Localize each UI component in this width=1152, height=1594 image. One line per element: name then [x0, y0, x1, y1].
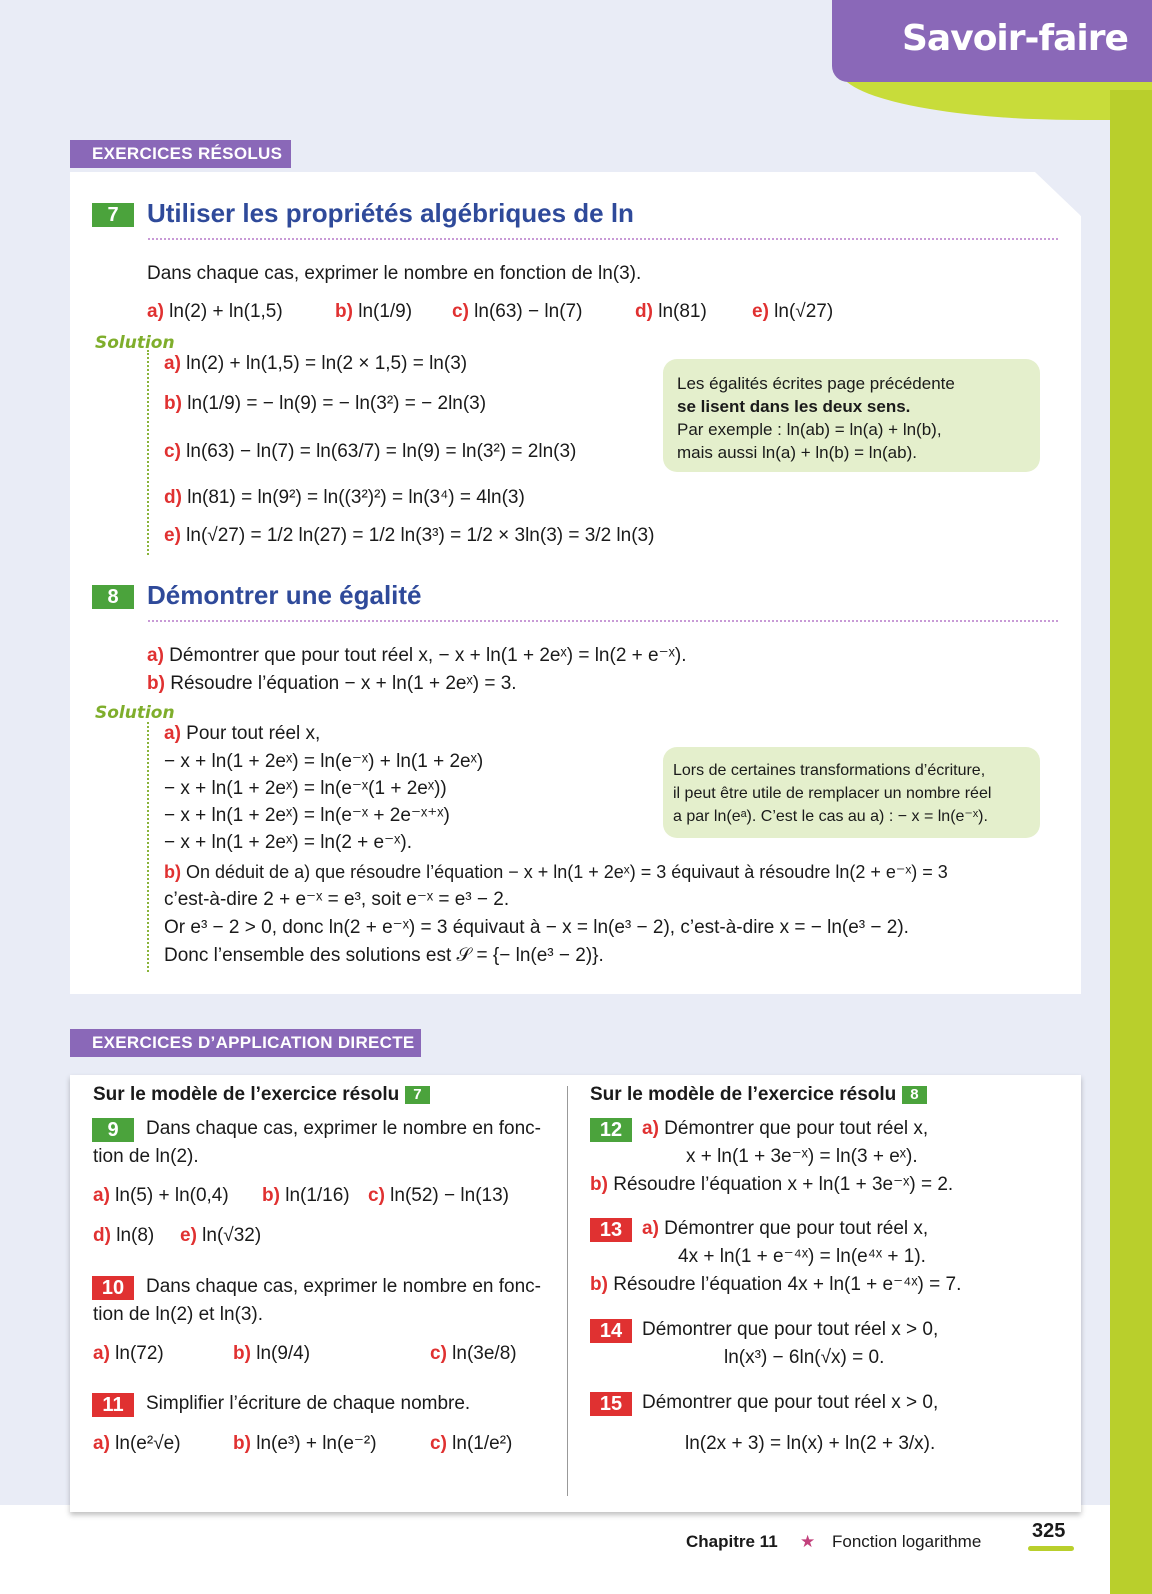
item-letter: a) [147, 645, 164, 666]
ex7-title: Utiliser les propriétés algébriques de ln [147, 198, 634, 228]
item-letter: a) [147, 301, 164, 322]
ex12-a: a) Démontrer que pour tout réel x, [642, 1118, 929, 1139]
ex8-prompt-a: a) Démontrer que pour tout réel x, − x + ln(1 + 2eˣ) = ln(2 + e⁻ˣ). [147, 645, 687, 666]
ex11-item-c: c) ln(1/e²) [430, 1433, 513, 1454]
ex7-note-line1: Les égalités écrites page précédente [677, 374, 955, 393]
ex15-a: Démontrer que pour tout réel x > 0, [642, 1392, 939, 1413]
ex7-solution-bracket [147, 350, 159, 555]
ex15-eq: ln(2x + 3) = ln(x) + ln(2 + 3/x). [685, 1433, 936, 1454]
section-tab-label: Savoir-faire [902, 18, 1128, 59]
ex8-note-line1: Lors de certaines transformations d’écriture, [673, 762, 986, 779]
ex8-prompt-b: b) Résoudre l’équation − x + ln(1 + 2eˣ) = 3. [147, 673, 517, 694]
item-letter: d) [164, 487, 182, 508]
ex8-sol-8: Or e³ − 2 > 0, donc ln(2 + e⁻ˣ) = 3 équivaut à − x = ln(e³ − 2), c’est-à-dire x = − ln(e³ − 2). [164, 917, 909, 938]
item-letter: b) [335, 301, 353, 322]
item-letter: c) [452, 301, 469, 322]
footer-topic: Fonction logarithme [832, 1532, 982, 1551]
page-number: 325 [1032, 1520, 1066, 1542]
ex14-a: Démontrer que pour tout réel x > 0, [642, 1319, 939, 1340]
ex7-item-c: c) ln(63) − ln(7) [452, 301, 583, 322]
ex13-number: 13 [590, 1218, 632, 1242]
ex12-b: b) Résoudre l’équation x + ln(1 + 3e⁻ˣ) = 2. [590, 1174, 954, 1195]
item-letter: a) [93, 1343, 110, 1364]
ex11-number: 11 [92, 1393, 134, 1417]
label-resolved: EXERCICES RÉSOLUS [70, 140, 291, 168]
ex9-item-c: c) ln(52) − ln(13) [368, 1185, 509, 1206]
ex7-note-line2: se lisent dans les deux sens. [677, 397, 911, 416]
ex7-item-e: e) ln(√27) [752, 301, 834, 322]
column-divider [567, 1086, 568, 1496]
ex11-text: Simplifier l’écriture de chaque nombre. [146, 1393, 471, 1414]
ex9-item-e: e) ln(√32) [180, 1225, 262, 1246]
ex8-sol-5: − x + ln(1 + 2eˣ) = ln(2 + e⁻ˣ). [164, 832, 412, 853]
footer-chapter: Chapitre 11 [686, 1532, 778, 1551]
ex7-sol-a: a) ln(2) + ln(1,5) = ln(2 × 1,5) = ln(3) [164, 353, 468, 374]
item-letter: b) [233, 1433, 251, 1454]
right-heading [590, 1084, 927, 1106]
ex7-solution-label: Solution [95, 333, 175, 353]
ex7-number: 7 [92, 203, 134, 227]
item-letter: b) [164, 862, 181, 882]
item-letter: c) [430, 1433, 447, 1454]
right-heading-text: Sur le modèle de l’exercice résolu [590, 1084, 897, 1105]
ex8-sol-3: − x + ln(1 + 2eˣ) = ln(e⁻ˣ(1 + 2eˣ)) [164, 778, 447, 799]
ex10-text-2: tion de ln(2) et ln(3). [93, 1304, 264, 1325]
item-letter: a) [164, 353, 181, 374]
ex8-sol-6: b) On déduit de a) que résoudre l’équation − x + ln(1 + 2eˣ) = 3 équivaut à résoudre ln(2 + e⁻ˣ) = 3 [164, 862, 948, 882]
item-letter: c) [430, 1343, 447, 1364]
item-letter: b) [262, 1185, 280, 1206]
ex7-note-line3: Par exemple : ln(ab) = ln(a) + ln(b), [677, 420, 942, 439]
ex10-number: 10 [92, 1276, 134, 1300]
left-heading-text: Sur le modèle de l’exercice résolu [93, 1084, 400, 1105]
item-letter: c) [368, 1185, 385, 1206]
item-letter: b) [590, 1174, 608, 1195]
ex8-sol-7: c’est-à-dire 2 + e⁻ˣ = e³, soit e⁻ˣ = e³ − 2. [164, 889, 510, 910]
ex15-number: 15 [590, 1392, 632, 1416]
item-letter: a) [642, 1118, 659, 1139]
ex9-number: 9 [92, 1118, 134, 1142]
ex7-sol-e: e) ln(√27) = 1/2 ln(27) = 1/2 ln(3³) = 1/2 × 3ln(3) = 3/2 ln(3) [164, 525, 655, 546]
ex7-item-d: d) ln(81) [635, 301, 707, 322]
ex7-note-line4: mais aussi ln(a) + ln(b) = ln(ab). [677, 443, 917, 462]
ex8-sol-2: − x + ln(1 + 2eˣ) = ln(e⁻ˣ) + ln(1 + 2eˣ) [164, 751, 484, 772]
item-letter: d) [635, 301, 653, 322]
item-letter: b) [164, 393, 182, 414]
ex14-eq: ln(x³) − 6ln(√x) = 0. [724, 1347, 885, 1368]
ex7-item-a: a) ln(2) + ln(1,5) [147, 301, 283, 322]
ex7-sol-c: c) ln(63) − ln(7) = ln(63/7) = ln(9) = ln(3²) = 2ln(3) [164, 441, 577, 462]
ex7-sol-d: d) ln(81) = ln(9²) = ln((3²)²) = ln(3⁴) = 4ln(3) [164, 487, 525, 508]
item-letter: e) [164, 525, 181, 546]
ex9-text-2: tion de ln(2). [93, 1146, 199, 1167]
ex8-note-line3: a par ln(eᵃ). C’est le cas au a) : − x = ln(e⁻ˣ). [673, 808, 988, 825]
ex9-item-d: d) ln(8) [93, 1225, 155, 1246]
ex14-number: 14 [590, 1319, 632, 1343]
green-side-bar [1110, 90, 1152, 1594]
ex11-item-b: b) ln(e³) + ln(e⁻²) [233, 1433, 377, 1454]
ex8-title: Démontrer une égalité [147, 580, 422, 610]
ex8-solution-label: Solution [95, 703, 175, 723]
ex10-text-1: Dans chaque cas, exprimer le nombre en fonc- [146, 1276, 541, 1297]
ex8-sol-1: a) Pour tout réel x, [164, 723, 321, 744]
ex10-item-a: a) ln(72) [93, 1343, 164, 1364]
item-letter: e) [752, 301, 769, 322]
ex7-sol-b: b) ln(1/9) = − ln(9) = − ln(3²) = − 2ln(3) [164, 393, 487, 414]
ex10-item-b: b) ln(9/4) [233, 1343, 311, 1364]
item-letter: b) [590, 1274, 608, 1295]
left-heading [93, 1084, 430, 1106]
ex12-number: 12 [590, 1118, 632, 1142]
ex9-item-a: a) ln(5) + ln(0,4) [93, 1185, 229, 1206]
item-letter: a) [642, 1218, 659, 1239]
item-letter: a) [93, 1185, 110, 1206]
footer-star: ★ [800, 1532, 816, 1551]
ex8-divider [148, 620, 1058, 622]
ex10-item-c: c) ln(3e/8) [430, 1343, 517, 1364]
left-heading-chip: 7 [405, 1086, 429, 1104]
page-number-underline [1028, 1546, 1074, 1551]
right-heading-chip: 8 [902, 1086, 926, 1104]
ex7-note [663, 359, 1040, 472]
ex7-divider [148, 238, 1058, 240]
ex8-number: 8 [92, 585, 134, 609]
ex7-prompt: Dans chaque cas, exprimer le nombre en fonction de ln(3). [147, 263, 642, 284]
ex9-item-b: b) ln(1/16) [262, 1185, 350, 1206]
ex13-a: a) Démontrer que pour tout réel x, [642, 1218, 929, 1239]
ex12-eq: x + ln(1 + 3e⁻ˣ) = ln(3 + eˣ). [686, 1146, 918, 1167]
item-letter: b) [233, 1343, 251, 1364]
item-letter: b) [147, 673, 165, 694]
section-tab [832, 0, 1152, 82]
item-letter: a) [164, 723, 181, 744]
ex8-solution-bracket [147, 722, 159, 972]
item-letter: c) [164, 441, 181, 462]
ex7-item-b: b) ln(1/9) [335, 301, 413, 322]
label-direct: EXERCICES D’APPLICATION DIRECTE [70, 1029, 421, 1057]
ex11-item-a: a) ln(e²√e) [93, 1433, 181, 1454]
ex8-sol-9: Donc l’ensemble des solutions est 𝒮 = {− ln(e³ − 2)}. [164, 945, 604, 966]
ex9-text-1: Dans chaque cas, exprimer le nombre en fonc- [146, 1118, 541, 1139]
ex8-note [663, 747, 1040, 838]
item-letter: a) [93, 1433, 110, 1454]
ex8-note-line2: il peut être utile de remplacer un nombre réel [673, 785, 992, 802]
ex13-eq: 4x + ln(1 + e⁻⁴ˣ) = ln(e⁴ˣ + 1). [678, 1246, 926, 1267]
ex8-sol-4: − x + ln(1 + 2eˣ) = ln(e⁻ˣ + 2e⁻ˣ⁺ˣ) [164, 805, 450, 826]
item-letter: e) [180, 1225, 197, 1246]
ex13-b: b) Résoudre l’équation 4x + ln(1 + e⁻⁴ˣ) = 7. [590, 1274, 962, 1295]
item-letter: d) [93, 1225, 111, 1246]
